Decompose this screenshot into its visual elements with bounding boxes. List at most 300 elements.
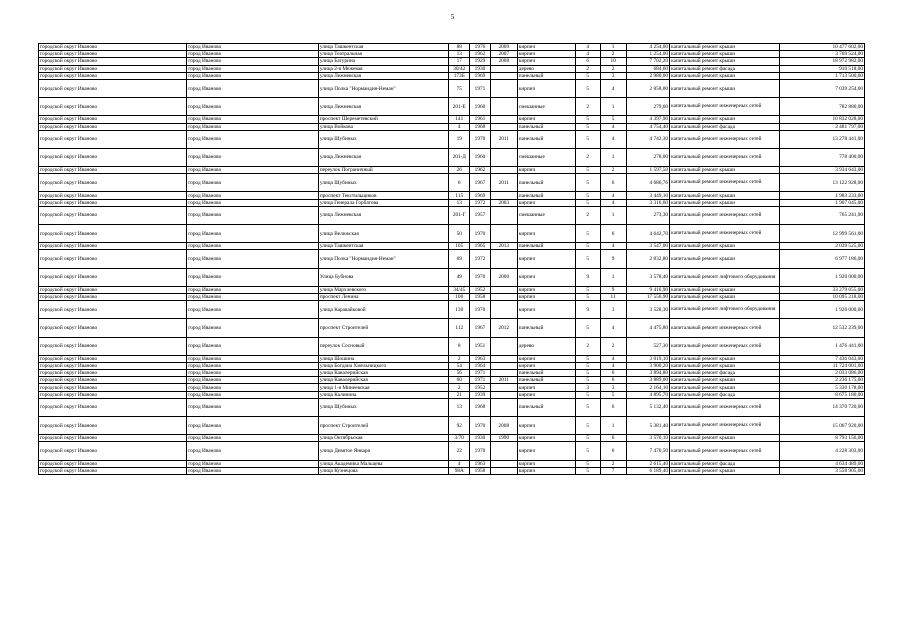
build-year-cell: 1970	[470, 442, 491, 460]
municipality-cell: городской округ Иваново	[39, 199, 187, 206]
repair-year-cell: 2007	[490, 51, 517, 58]
table-row	[39, 225, 865, 243]
settlement-cell: город Иваново	[187, 192, 319, 199]
settlement-cell: город Иваново	[187, 398, 319, 416]
municipality-cell: городской округ Иваново	[39, 377, 187, 384]
street-cell: улица Велижская	[318, 225, 449, 243]
floors-cell: 5	[575, 79, 600, 97]
floors-cell: 5	[575, 167, 600, 174]
house-number-cell: 173Б	[449, 72, 470, 79]
cost-cell: 910 518,00	[779, 65, 864, 72]
area-cell: 278,00	[626, 148, 670, 166]
wall-material-cell: дерево	[517, 337, 575, 355]
street-cell: улица Кавалерийская	[318, 377, 449, 384]
wall-material-cell: кирпич	[517, 58, 575, 65]
repair-year-cell: 2000	[490, 268, 517, 286]
build-year-cell: 1969	[470, 72, 491, 79]
floors-cell: 5	[575, 362, 600, 369]
repair-year-cell: 2003	[490, 199, 517, 206]
repair-year-cell	[490, 293, 517, 300]
wall-material-cell: кирпич	[517, 435, 575, 442]
cost-cell: 33 279 055,00	[779, 286, 864, 293]
table-row	[39, 148, 865, 166]
municipality-cell: городской округ Иваново	[39, 337, 187, 355]
build-year-cell: 1972	[470, 250, 491, 268]
house-number-cell: 92	[449, 417, 470, 435]
entrances-cell: 4	[600, 355, 626, 362]
table-row	[39, 370, 865, 377]
build-year-cell: 1930	[470, 65, 491, 72]
repair-year-cell: 2008	[490, 417, 517, 435]
street-cell: улица Каравайковой	[318, 301, 449, 319]
wall-material-cell: кирпич	[517, 442, 575, 460]
wall-material-cell: панельный	[517, 243, 575, 250]
table-row	[39, 467, 865, 474]
municipality-cell: городской округ Иваново	[39, 174, 187, 192]
area-cell: 3 528,30	[626, 301, 670, 319]
floors-cell: 5	[575, 435, 600, 442]
settlement-cell: город Иваново	[187, 362, 319, 369]
work-type-cell: капитальный ремонт фасада	[670, 65, 780, 72]
floors-cell: 5	[575, 377, 600, 384]
repair-year-cell	[490, 148, 517, 166]
repair-year-cell	[490, 225, 517, 243]
area-cell: 2 980,00	[626, 72, 670, 79]
street-cell: улица Войкова	[318, 123, 449, 130]
table-row	[39, 44, 865, 51]
area-cell: 2 164,10	[626, 384, 670, 391]
street-cell: Улица Бубнова	[318, 268, 449, 286]
municipality-cell: городской округ Иваново	[39, 268, 187, 286]
house-number-cell: 100	[449, 293, 470, 300]
street-cell: улица Лежневская	[318, 148, 449, 166]
settlement-cell: город Иваново	[187, 293, 319, 300]
floors-cell: 4	[575, 51, 600, 58]
table-row	[39, 174, 865, 192]
municipality-cell: городской округ Иваново	[39, 398, 187, 416]
wall-material-cell: панельный	[517, 174, 575, 192]
repair-year-cell	[490, 362, 517, 369]
work-type-cell: капитальный ремонт инженерных сетей	[670, 442, 780, 460]
build-year-cell: 1968	[470, 398, 491, 416]
floors-cell: 2	[575, 148, 600, 166]
build-year-cell: 1963	[470, 460, 491, 467]
area-cell: 3 316,60	[626, 199, 670, 206]
settlement-cell: город Иваново	[187, 301, 319, 319]
cost-cell: 1 983 233,00	[779, 192, 864, 199]
repair-year-cell	[490, 301, 517, 319]
area-cell: 279,60	[626, 98, 670, 116]
entrances-cell: 4	[600, 243, 626, 250]
wall-material-cell: кирпич	[517, 384, 575, 391]
area-cell: 4 642,70	[626, 225, 670, 243]
municipality-cell: городской округ Иваново	[39, 44, 187, 51]
work-type-cell: капитальный ремонт крыши	[670, 199, 780, 206]
work-type-cell: капитальный ремонт инженерных сетей	[670, 148, 780, 166]
house-number-cell: 75	[449, 79, 470, 97]
floors-cell: 6	[575, 58, 600, 65]
table-row	[39, 377, 865, 384]
settlement-cell: город Иваново	[187, 58, 319, 65]
area-cell: 1 254,00	[626, 51, 670, 58]
municipality-cell: городской округ Иваново	[39, 243, 187, 250]
area-cell: 527,30	[626, 337, 670, 355]
wall-material-cell: кирпич	[517, 79, 575, 97]
street-cell: проспект Ленина	[318, 293, 449, 300]
street-cell: улица Ташкентская	[318, 243, 449, 250]
table-row	[39, 460, 865, 467]
house-number-cell: 69	[449, 250, 470, 268]
entrances-cell: 2	[600, 65, 626, 72]
entrances-cell: 6	[600, 174, 626, 192]
municipality-cell: городской округ Иваново	[39, 51, 187, 58]
build-year-cell: 1967	[470, 319, 491, 337]
cost-cell: 1 920 000,00	[779, 301, 864, 319]
table-row	[39, 442, 865, 460]
work-type-cell: капитальный ремонт крыши	[670, 377, 780, 384]
house-number-cell: 88	[449, 44, 470, 51]
build-year-cell: 1960	[470, 98, 491, 116]
work-type-cell: капитальный ремонт крыши	[670, 167, 780, 174]
house-number-cell: 19	[449, 130, 470, 148]
floors-cell: 3	[575, 384, 600, 391]
settlement-cell: город Иваново	[187, 460, 319, 467]
entrances-cell: 4	[600, 130, 626, 148]
street-cell: проспект Строителей	[318, 417, 449, 435]
house-number-cell: 6	[449, 174, 470, 192]
area-cell: 2 858,00	[626, 79, 670, 97]
table-row	[39, 123, 865, 130]
municipality-cell: городской округ Иваново	[39, 460, 187, 467]
build-year-cell: 1930	[470, 435, 491, 442]
house-number-cell: 201-Г	[449, 206, 470, 224]
municipality-cell: городской округ Иваново	[39, 442, 187, 460]
wall-material-cell: кирпич	[517, 286, 575, 293]
work-type-cell: капитальный ремонт крыши	[670, 243, 780, 250]
floors-cell: 5	[575, 130, 600, 148]
cost-cell: 2 481 797,00	[779, 123, 864, 130]
municipality-cell: городской округ Иваново	[39, 65, 187, 72]
work-type-cell: капитальный ремонт крыши	[670, 192, 780, 199]
settlement-cell: город Иваново	[187, 286, 319, 293]
entrances-cell: 2	[600, 460, 626, 467]
street-cell: улица Полка "Нормандия-Неман"	[318, 79, 449, 97]
municipality-cell: городской округ Иваново	[39, 362, 187, 369]
municipality-cell: городской округ Иваново	[39, 206, 187, 224]
street-cell: улица Шошина	[318, 355, 449, 362]
area-cell: 4 895,70	[626, 391, 670, 398]
table-row	[39, 167, 865, 174]
table-row	[39, 51, 865, 58]
wall-material-cell: кирпич	[517, 167, 575, 174]
cost-cell: 7 039 254,00	[779, 79, 864, 97]
entrances-cell: 6	[600, 442, 626, 460]
house-number-cell: 112	[449, 319, 470, 337]
floors-cell: 4	[575, 44, 600, 51]
entrances-cell: 1	[600, 44, 626, 51]
area-cell: 3 900,20	[626, 362, 670, 369]
settlement-cell: город Иваново	[187, 72, 319, 79]
settlement-cell: город Иваново	[187, 174, 319, 192]
build-year-cell: 1970	[470, 268, 491, 286]
build-year-cell: 1971	[470, 79, 491, 97]
floors-cell: 5	[575, 123, 600, 130]
street-cell: улица Лежневская	[318, 72, 449, 79]
work-type-cell: капитальный ремонт крыши	[670, 44, 780, 51]
repair-year-cell: 2012	[490, 319, 517, 337]
work-type-cell: капитальный ремонт фасада	[670, 391, 780, 398]
house-number-cell: 60	[449, 377, 470, 384]
area-cell: 3 578,40	[626, 268, 670, 286]
build-year-cell: 1970	[470, 417, 491, 435]
floors-cell: 5	[575, 417, 600, 435]
house-number-cell: 4	[449, 123, 470, 130]
build-year-cell: 1970	[470, 130, 491, 148]
municipality-cell: городской округ Иваново	[39, 98, 187, 116]
build-year-cell: 1962	[470, 167, 491, 174]
work-type-cell: капитальный ремонт инженерных сетей	[670, 319, 780, 337]
floors-cell: 5	[575, 192, 600, 199]
repair-year-cell: 2011	[490, 174, 517, 192]
area-cell: 6 189,40	[626, 467, 670, 474]
work-type-cell: капитальный ремонт крыши	[670, 467, 780, 474]
municipality-cell: городской округ Иваново	[39, 250, 187, 268]
street-cell: улица Октябрьская	[318, 435, 449, 442]
table-row	[39, 243, 865, 250]
street-cell: улица Мархлевского	[318, 286, 449, 293]
settlement-cell: город Иваново	[187, 377, 319, 384]
work-type-cell: капитальный ремонт крыши	[670, 72, 780, 79]
house-number-cell: 98А	[449, 467, 470, 474]
wall-material-cell: кирпич	[517, 355, 575, 362]
table-row	[39, 417, 865, 435]
area-cell: 1 597,50	[626, 167, 670, 174]
housing-repair-table	[38, 43, 865, 475]
wall-material-cell: смешанные	[517, 148, 575, 166]
cost-cell: 2 236 175,00	[779, 377, 864, 384]
build-year-cell: 1958	[470, 467, 491, 474]
floors-cell: 5	[575, 250, 600, 268]
municipality-cell: городской округ Иваново	[39, 319, 187, 337]
cost-cell: 10 095 218,00	[779, 293, 864, 300]
entrances-cell: 4	[600, 79, 626, 97]
street-cell: переулок Пограничный	[318, 167, 449, 174]
municipality-cell: городской округ Иваново	[39, 79, 187, 97]
build-year-cell: 1957	[470, 206, 491, 224]
wall-material-cell: кирпич	[517, 467, 575, 474]
settlement-cell: город Иваново	[187, 199, 319, 206]
cost-cell: 3 769 524,00	[779, 51, 864, 58]
work-type-cell: капитальный ремонт инженерных сетей	[670, 337, 780, 355]
entrances-cell: 6	[600, 377, 626, 384]
area-cell: 2 832,80	[626, 250, 670, 268]
street-cell: проспект Шереметевский	[318, 116, 449, 123]
floors-cell: 5	[575, 116, 600, 123]
repair-year-cell	[490, 442, 517, 460]
municipality-cell: городской округ Иваново	[39, 123, 187, 130]
house-number-cell: 8	[449, 337, 470, 355]
table-row	[39, 199, 865, 206]
municipality-cell: городской округ Иваново	[39, 467, 187, 474]
build-year-cell: 1970	[470, 301, 491, 319]
area-cell: 7 470,50	[626, 442, 670, 460]
build-year-cell: 1970	[470, 225, 491, 243]
work-type-cell: капитальный ремонт инженерных сетей	[670, 225, 780, 243]
cost-cell: 11 724 001,00	[779, 362, 864, 369]
cost-cell: 1 476 441,00	[779, 337, 864, 355]
cost-cell: 782 880,00	[779, 98, 864, 116]
area-cell: 684,60	[626, 65, 670, 72]
repair-year-cell	[490, 192, 517, 199]
municipality-cell: городской округ Иваново	[39, 435, 187, 442]
cost-cell: 8 675 180,00	[779, 391, 864, 398]
wall-material-cell: кирпич	[517, 225, 575, 243]
build-year-cell: 1952	[470, 384, 491, 391]
house-number-cell: 4	[449, 460, 470, 467]
house-number-cell: 54	[449, 362, 470, 369]
build-year-cell: 1964	[470, 362, 491, 369]
repair-year-cell	[490, 398, 517, 416]
area-cell: 3 449,10	[626, 192, 670, 199]
work-type-cell: капитальный ремонт фасада	[670, 123, 780, 130]
build-year-cell: 1963	[470, 355, 491, 362]
street-cell: улица Лежневская	[318, 206, 449, 224]
build-year-cell: 1972	[470, 199, 491, 206]
build-year-cell: 1939	[470, 391, 491, 398]
entrances-cell: 4	[600, 192, 626, 199]
work-type-cell: капитальный ремонт крыши	[670, 362, 780, 369]
floors-cell: 5	[575, 355, 600, 362]
settlement-cell: город Иваново	[187, 243, 319, 250]
area-cell: 4 254,00	[626, 44, 670, 51]
entrances-cell: 4	[600, 319, 626, 337]
table-row	[39, 286, 865, 293]
cost-cell: 7 436 043,00	[779, 355, 864, 362]
wall-material-cell: кирпич	[517, 391, 575, 398]
repair-year-cell	[490, 72, 517, 79]
cost-cell: 4 634 489,00	[779, 460, 864, 467]
settlement-cell: город Иваново	[187, 51, 319, 58]
work-type-cell: капитальный ремонт инженерных сетей	[670, 417, 780, 435]
table-row	[39, 391, 865, 398]
wall-material-cell: панельный	[517, 130, 575, 148]
cost-cell: 3 558 905,00	[779, 467, 864, 474]
wall-material-cell: кирпич	[517, 51, 575, 58]
table-row	[39, 319, 865, 337]
municipality-cell: городской округ Иваново	[39, 301, 187, 319]
municipality-cell: городской округ Иваново	[39, 417, 187, 435]
repair-year-cell	[490, 79, 517, 97]
floors-cell: 5	[575, 225, 600, 243]
settlement-cell: город Иваново	[187, 370, 319, 377]
floors-cell: 2	[575, 337, 600, 355]
cost-cell: 1 713 500,00	[779, 72, 864, 79]
wall-material-cell: кирпич	[517, 301, 575, 319]
table-row	[39, 362, 865, 369]
work-type-cell: капитальный ремонт инженерных сетей	[670, 398, 780, 416]
municipality-cell: городской округ Иваново	[39, 167, 187, 174]
municipality-cell: городской округ Иваново	[39, 384, 187, 391]
settlement-cell: город Иваново	[187, 130, 319, 148]
repair-year-cell	[490, 167, 517, 174]
cost-cell: 8 793 156,00	[779, 435, 864, 442]
work-type-cell: капитальный ремонт фасада	[670, 460, 780, 467]
cost-cell: 12 999 561,00	[779, 225, 864, 243]
settlement-cell: город Иваново	[187, 467, 319, 474]
wall-material-cell: кирпич	[517, 362, 575, 369]
entrances-cell: 4	[600, 199, 626, 206]
work-type-cell: капитальный ремонт лифтового оборудования	[670, 301, 780, 319]
house-number-cell: 50	[449, 225, 470, 243]
floors-cell: 5	[575, 199, 600, 206]
cost-cell: 12 532 239,00	[779, 319, 864, 337]
floors-cell: 5	[575, 293, 600, 300]
repair-year-cell	[490, 206, 517, 224]
work-type-cell: капитальный ремонт инженерных сетей	[670, 174, 780, 192]
area-cell: 9 416,90	[626, 286, 670, 293]
wall-material-cell: смешанные	[517, 98, 575, 116]
settlement-cell: город Иваново	[187, 116, 319, 123]
street-cell: улица Академика Мальцева	[318, 460, 449, 467]
floors-cell: 2	[575, 206, 600, 224]
repair-year-cell	[490, 286, 517, 293]
house-number-cell: 2	[449, 384, 470, 391]
cost-cell: 18 972 982,00	[779, 58, 864, 65]
wall-material-cell: смешанные	[517, 206, 575, 224]
wall-material-cell: панельный	[517, 123, 575, 130]
table-row	[39, 398, 865, 416]
repair-year-cell: 1990	[490, 435, 517, 442]
house-number-cell: 26	[449, 167, 470, 174]
settlement-cell: город Иваново	[187, 442, 319, 460]
municipality-cell: городской округ Иваново	[39, 355, 187, 362]
settlement-cell: город Иваново	[187, 98, 319, 116]
entrances-cell: 1	[600, 268, 626, 286]
work-type-cell: капитальный ремонт инженерных сетей	[670, 206, 780, 224]
house-number-cell: 56	[449, 370, 470, 377]
street-cell: улица Лежневская	[318, 98, 449, 116]
cost-cell: 3 934 643,00	[779, 167, 864, 174]
settlement-cell: город Иваново	[187, 123, 319, 130]
work-type-cell: капитальный ремонт крыши	[670, 79, 780, 97]
wall-material-cell: панельный	[517, 398, 575, 416]
entrances-cell: 5	[600, 116, 626, 123]
settlement-cell: город Иваново	[187, 435, 319, 442]
table-row	[39, 268, 865, 286]
settlement-cell: город Иваново	[187, 268, 319, 286]
build-year-cell: 1952	[470, 286, 491, 293]
floors-cell: 9	[575, 301, 600, 319]
cost-cell: 10 477 602,00	[779, 44, 864, 51]
municipality-cell: городской округ Иваново	[39, 370, 187, 377]
settlement-cell: город Иваново	[187, 225, 319, 243]
settlement-cell: город Иваново	[187, 250, 319, 268]
municipality-cell: городской округ Иваново	[39, 58, 187, 65]
repair-year-cell: 2011	[490, 130, 517, 148]
area-cell: 3 547,00	[626, 243, 670, 250]
work-type-cell: капитальный ремонт крыши	[670, 286, 780, 293]
repair-year-cell	[490, 391, 517, 398]
wall-material-cell: панельный	[517, 192, 575, 199]
repair-year-cell	[490, 123, 517, 130]
cost-cell: 10 832 028,00	[779, 116, 864, 123]
street-cell: улица 1-я Минеевская	[318, 384, 449, 391]
repair-year-cell	[490, 467, 517, 474]
wall-material-cell: дерево	[517, 65, 575, 72]
settlement-cell: город Иваново	[187, 148, 319, 166]
floors-cell: 5	[575, 174, 600, 192]
area-cell: 17 556,90	[626, 293, 670, 300]
